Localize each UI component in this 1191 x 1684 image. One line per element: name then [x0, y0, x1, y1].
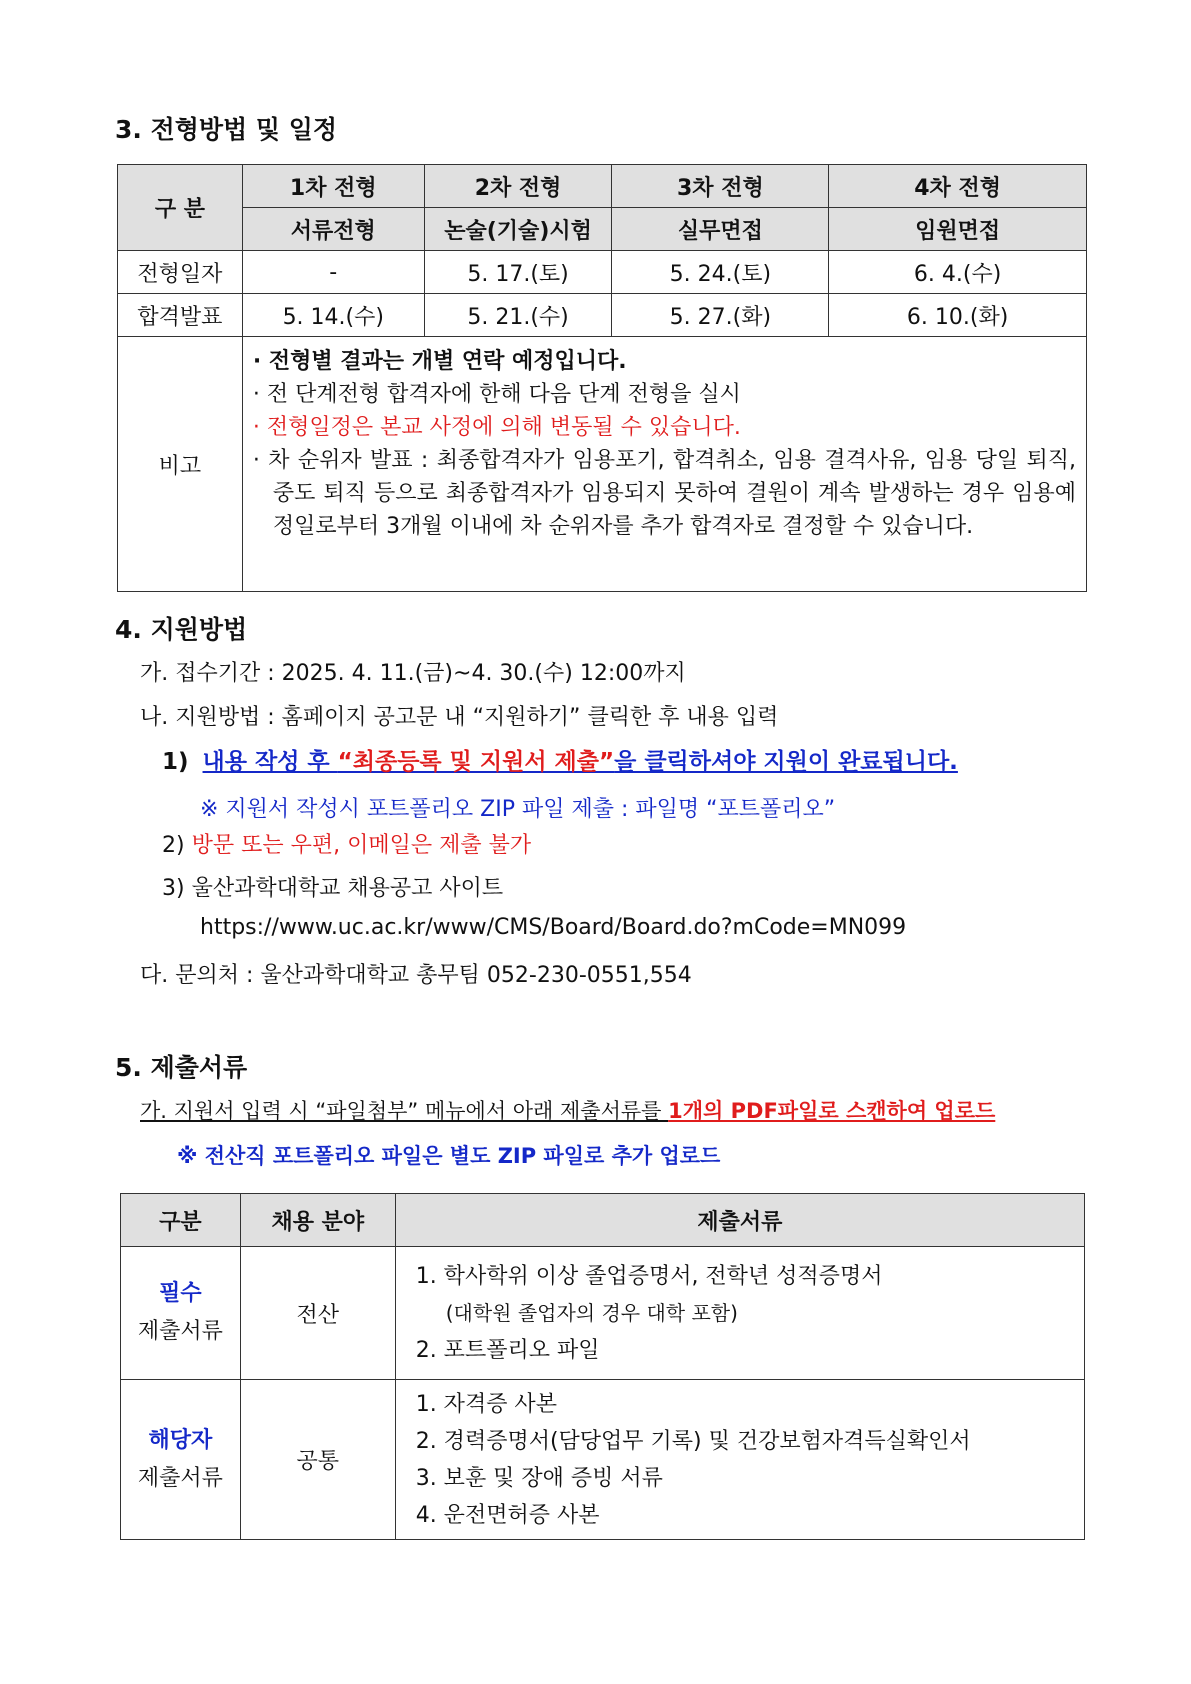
section4-title: 4. 지원방법 [115, 615, 248, 644]
item-1-number: 1) [162, 749, 189, 775]
result-date-4: 6. 10.(화) [829, 294, 1087, 337]
field-cell: 전산 [240, 1247, 395, 1380]
stage-1-header: 1차 전형 [242, 165, 424, 208]
stage-2-header: 2차 전형 [424, 165, 612, 208]
item-2 [162, 828, 531, 859]
document-item: 3. 보훈 및 장애 증빙 서류 [415, 1465, 663, 1491]
category-label: 제출서류 [137, 1319, 223, 1344]
stage-3-type: 실무면접 [612, 208, 829, 251]
contact-info: 다. 문의처 : 울산과학대학교 총무팀 052-230-0551,554 [140, 963, 692, 988]
stage-3-header: 3차 전형 [612, 165, 829, 208]
document-item: 1. 학사학위 이상 졸업증명서, 전학년 성적증명서 [415, 1263, 883, 1289]
exam-date-1: - [242, 251, 424, 294]
category-applicable: 해당자 [148, 1427, 213, 1453]
table-row [118, 251, 1087, 294]
stage-2-type: 논술(기술)시험 [424, 208, 612, 251]
exam-date-2: 5. 17.(토) [424, 251, 612, 294]
document-item: 2. 경력증명서(담당업무 기록) 및 건강보험자격득실확인서 [415, 1428, 971, 1454]
exam-date-label: 전형일자 [118, 251, 243, 294]
note-item-4: · 차 순위자 발표 : 최종합격자가 임용포기, 합격취소, 임용 결격사유, 임용 당일 퇴직, 중도 퇴직 등으로 최종합격자가 임용되지 못하여 결원이 계속 발생하는 경우 임용예정일로부터 3개월 이내에 차 순위자를 추가 합격자로 결정할 수 있습니다. [252, 448, 1076, 539]
table-row [121, 1247, 1085, 1380]
category-cell [121, 1380, 241, 1540]
item-1 [162, 743, 958, 776]
documents-header: 제출서류 [395, 1194, 1084, 1247]
portfolio-note: ※ 전산직 포트폴리오 파일은 별도 ZIP 파일로 추가 업로드 [177, 1144, 721, 1168]
note-cell [242, 337, 1086, 592]
item-1-text-a: 내용 작성 후 [202, 749, 338, 775]
instruction-text: 가. 지원서 입력 시 “파일첨부” 메뉴에서 아래 제출서류를 [140, 1099, 669, 1123]
item-2-text: 방문 또는 우편, 이메일은 제출 불가 [191, 833, 532, 858]
recruit-url[interactable]: https://www.uc.ac.kr/www/CMS/Board/Board.do?mCode=MN099 [200, 915, 907, 940]
application-method: 나. 지원방법 : 홈페이지 공고문 내 “지원하기” 클릭한 후 내용 입력 [140, 705, 779, 730]
table-row [118, 294, 1087, 337]
table-row [118, 337, 1087, 592]
result-date-1: 5. 14.(수) [242, 294, 424, 337]
documents-cell [395, 1380, 1084, 1540]
category-label: 제출서류 [137, 1465, 223, 1491]
category-cell [121, 1247, 241, 1380]
item-1-text-c: 을 클릭하셔야 지원이 완료됩니다. [614, 749, 958, 775]
note-label: 비고 [118, 337, 243, 592]
documents-table [120, 1193, 1085, 1540]
item-1-text-b: “최종등록 및 지원서 제출” [337, 749, 615, 775]
category-required: 필수 [159, 1281, 202, 1306]
item-2-number: 2) [162, 833, 185, 858]
section3-title: 3. 전형방법 및 일정 [115, 115, 338, 144]
item-1-text [203, 749, 958, 775]
note-item-3: · 전형일정은 본교 사정에 의해 변동될 수 있습니다. [252, 415, 741, 440]
instruction-highlight: 1개의 PDF파일로 스캔하여 업로드 [668, 1099, 996, 1123]
submission-instruction [140, 1095, 995, 1125]
result-date-2: 5. 21.(수) [424, 294, 612, 337]
exam-date-3: 5. 24.(토) [612, 251, 829, 294]
exam-date-4: 6. 4.(수) [829, 251, 1087, 294]
document-item: 1. 자격증 사본 [415, 1391, 557, 1417]
table-row [121, 1380, 1085, 1540]
stage-4-header: 4차 전형 [829, 165, 1087, 208]
field-cell: 공통 [240, 1380, 395, 1540]
gubun-header: 구 분 [118, 165, 243, 251]
field-header: 채용 분야 [240, 1194, 395, 1247]
documents-cell [395, 1247, 1084, 1380]
document-item: 2. 포트폴리오 파일 [415, 1337, 600, 1363]
document-subitem: (대학원 졸업자의 경우 대학 포함) [445, 1300, 738, 1325]
category-header: 구분 [121, 1194, 241, 1247]
note-item-1: · 전형별 결과는 개별 연락 예정입니다. [252, 349, 627, 374]
item-3: 3) 울산과학대학교 채용공고 사이트 [162, 876, 504, 901]
section5-title: 5. 제출서류 [115, 1053, 248, 1082]
result-date-label: 합격발표 [118, 294, 243, 337]
document-item: 4. 운전면허증 사본 [415, 1502, 600, 1528]
result-date-3: 5. 27.(화) [612, 294, 829, 337]
schedule-table [117, 164, 1087, 592]
zip-note: ※ 지원서 작성시 포트폴리오 ZIP 파일 제출 : 파일명 “포트폴리오” [200, 797, 836, 822]
note-item-2: · 전 단계전형 합격자에 한해 다음 단계 전형을 실시 [252, 382, 741, 407]
stage-4-type: 임원면접 [829, 208, 1087, 251]
application-period: 가. 접수기간 : 2025. 4. 11.(금)~4. 30.(수) 12:00까지 [140, 661, 686, 686]
stage-1-type: 서류전형 [242, 208, 424, 251]
